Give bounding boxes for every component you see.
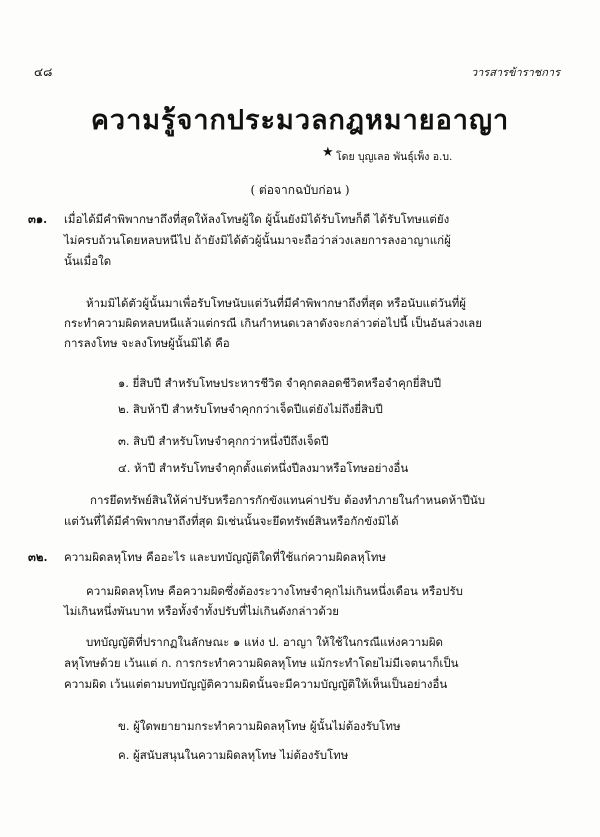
question-line: ความผิดลหุโทษ คืออะไร และบทบัญญัติใดที่ใช้แก่ความผิดลหุโทษ: [64, 550, 387, 564]
paragraph-line: ความผิด เว้นแต่ตามบทบัญญัติความผิดนั้นจะมีความบัญญัติให้เห็นเป็นอย่างอื่น: [64, 677, 448, 691]
paragraph-line: ความผิดลหุโทษ คือความผิดซึ่งต้องระวางโทษจำคุกไม่เกินหนึ่งเดือน หรือปรับ: [86, 584, 463, 598]
article-title: ความรู้จากประมวลกฎหมายอาญา: [90, 105, 510, 136]
list-item: ๓. สิบปี สำหรับโทษจำคุกกว่าหนึ่งปีถึงเจ็ดปี: [118, 434, 329, 448]
question-number: ๓๒.: [28, 550, 48, 564]
question-line: เมื่อได้มีคำพิพากษาถึงที่สุดให้ลงโทษผู้ใด ผู้นั้นยังมิได้รับโทษก็ดี ได้รับโทษแต่ยัง: [64, 212, 450, 226]
list-item: ๒. สิบห้าปี สำหรับโทษจำคุกกว่าเจ็ดปีแต่ยังไม่ถึงยี่สิบปี: [118, 402, 383, 416]
paragraph-line: ลหุโทษด้วย เว้นแต่ ก. การกระทำความผิดลหุโทษ แม้กระทำโดยไม่มีเจตนาก็เป็น: [64, 656, 459, 670]
question-line: ไม่ครบถ้วนโดยหลบหนีไป ถ้ายังมิได้ตัวผู้นั้นมาจะถือว่าล่วงเลยการลงอาญาแก่ผู้: [64, 233, 451, 247]
list-item: ค. ผู้สนับสนุนในความผิดลหุโทษ ไม่ต้องรับโทษ: [118, 748, 349, 762]
list-item: ๑. ยี่สิบปี สำหรับโทษประหารชีวิต จำคุกตลอดชีวิตหรือจำคุกยี่สิบปี: [118, 376, 442, 390]
paragraph-line: บทบัญญัติที่ปรากฏในลักษณะ ๑ แห่ง ป. อาญา ให้ใช้ในกรณีแห่งความผิด: [86, 635, 444, 649]
closing-line: การยึดทรัพย์สินให้ค่าปรับหรือการกักขังแทนค่าปรับ ต้องทำภายในกำหนดห้าปีนับ: [90, 493, 486, 507]
answer-line: กระทำความผิดหลบหนีแล้วแต่กรณี เกินกำหนดเวลาดังจะกล่าวต่อไปนี้ เป็นอันล่วงเลย: [64, 316, 482, 330]
answer-line: การลงโทษ จะลงโทษผู้นั้นมิได้ คือ: [64, 336, 230, 350]
closing-line: แต่วันที่ได้มีคำพิพากษาถึงที่สุด มิเช่นนั้นจะยึดทรัพย์สินหรือกักขังมิได้: [64, 514, 399, 528]
journal-name: วารสารข้าราชการ: [470, 66, 560, 79]
star-icon: ★: [322, 145, 334, 160]
question-line: นั้นเมื่อใด: [64, 254, 112, 268]
continued-note: ( ต่อจากฉบับก่อน ): [250, 183, 350, 197]
author-byline: โดย บุญเลอ พันธุ์เพ็ง อ.บ.: [336, 151, 453, 163]
question-number: ๓๑.: [28, 212, 48, 226]
paragraph-line: ไม่เกินหนึ่งพันบาท หรือทั้งจำทั้งปรับที่ไม่เกินดังกล่าวด้วย: [64, 604, 340, 618]
answer-line: ห้ามมิได้ตัวผู้นั้นมาเพื่อรับโทษนับแต่วันที่มีคำพิพากษาถึงที่สุด หรือนับแต่วันที่ผู้: [86, 296, 467, 310]
list-item: ข. ผู้ใดพยายามกระทำความผิดลหุโทษ ผู้นั้นไม่ต้องรับโทษ: [118, 719, 401, 733]
page-number: ๔๘: [34, 65, 53, 79]
list-item: ๔. ห้าปี สำหรับโทษจำคุกตั้งแต่หนึ่งปีลงมาหรือโทษอย่างอื่น: [118, 461, 409, 475]
